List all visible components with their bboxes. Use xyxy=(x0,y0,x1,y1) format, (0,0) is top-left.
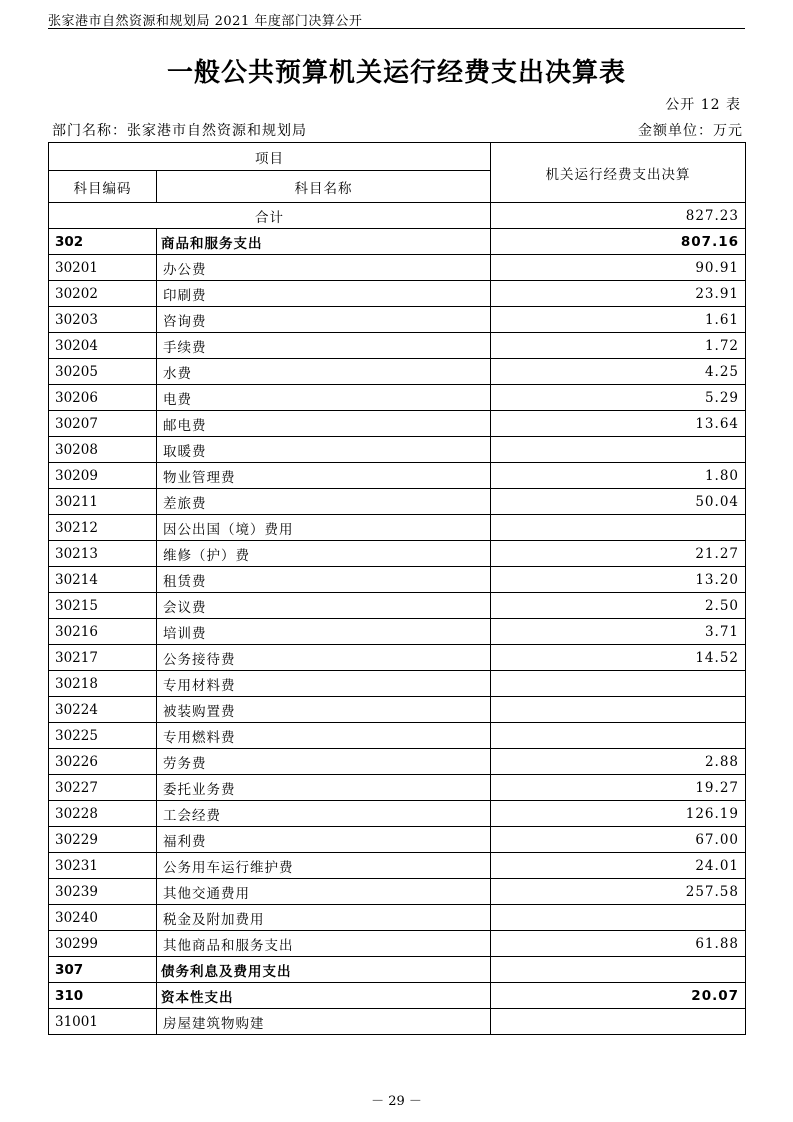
row-name: 福利费 xyxy=(157,827,491,853)
row-name: 手续费 xyxy=(157,333,491,359)
row-name: 委托业务费 xyxy=(157,775,491,801)
table-row xyxy=(49,1009,746,1035)
row-code: 310 xyxy=(49,983,157,1009)
table-row xyxy=(49,879,746,905)
row-code: 30228 xyxy=(49,801,157,827)
row-amount: 90.91 xyxy=(491,255,746,281)
column-header-amount: 机关运行经费支出决算 xyxy=(491,143,746,203)
row-amount xyxy=(491,697,746,723)
row-amount xyxy=(491,905,746,931)
table-row xyxy=(49,931,746,957)
row-name: 办公费 xyxy=(157,255,491,281)
row-name: 印刷费 xyxy=(157,281,491,307)
row-amount: 126.19 xyxy=(491,801,746,827)
table-row xyxy=(49,541,746,567)
table-row xyxy=(49,489,746,515)
table-row xyxy=(49,229,746,255)
total-row xyxy=(49,203,746,229)
row-code: 30217 xyxy=(49,645,157,671)
row-code: 30227 xyxy=(49,775,157,801)
row-amount: 3.71 xyxy=(491,619,746,645)
row-code: 30213 xyxy=(49,541,157,567)
row-amount: 4.25 xyxy=(491,359,746,385)
expenditure-table xyxy=(48,142,746,1035)
row-code: 30216 xyxy=(49,619,157,645)
table-row xyxy=(49,801,746,827)
column-header-code: 科目编码 xyxy=(49,171,157,203)
row-code: 30209 xyxy=(49,463,157,489)
row-code: 30206 xyxy=(49,385,157,411)
row-code: 30211 xyxy=(49,489,157,515)
row-amount: 14.52 xyxy=(491,645,746,671)
row-code: 30299 xyxy=(49,931,157,957)
row-code: 30231 xyxy=(49,853,157,879)
total-amount: 827.23 xyxy=(491,203,746,229)
row-code: 30212 xyxy=(49,515,157,541)
row-name: 资本性支出 xyxy=(157,983,491,1009)
row-amount: 257.58 xyxy=(491,879,746,905)
row-code: 30215 xyxy=(49,593,157,619)
row-code: 30226 xyxy=(49,749,157,775)
department-name: 部门名称：张家港市自然资源和规划局 xyxy=(52,123,307,139)
row-code: 30207 xyxy=(49,411,157,437)
row-amount: 61.88 xyxy=(491,931,746,957)
row-amount: 2.88 xyxy=(491,749,746,775)
table-row xyxy=(49,983,746,1009)
table-row xyxy=(49,333,746,359)
row-amount: 19.27 xyxy=(491,775,746,801)
table-row xyxy=(49,359,746,385)
row-amount: 24.01 xyxy=(491,853,746,879)
amount-unit: 金额单位：万元 xyxy=(638,123,743,139)
table-row xyxy=(49,463,746,489)
table-row xyxy=(49,905,746,931)
row-amount: 5.29 xyxy=(491,385,746,411)
row-name: 税金及附加费用 xyxy=(157,905,491,931)
total-label: 合计 xyxy=(49,203,491,229)
row-amount xyxy=(491,1009,746,1035)
running-header: 张家港市自然资源和规划局 2021 年度部门决算公开 xyxy=(48,14,363,29)
row-code: 30224 xyxy=(49,697,157,723)
row-name: 差旅费 xyxy=(157,489,491,515)
row-amount: 807.16 xyxy=(491,229,746,255)
table-row xyxy=(49,411,746,437)
row-name: 公务接待费 xyxy=(157,645,491,671)
table-row xyxy=(49,749,746,775)
table-row xyxy=(49,255,746,281)
row-name: 专用材料费 xyxy=(157,671,491,697)
table-row xyxy=(49,671,746,697)
row-amount: 1.61 xyxy=(491,307,746,333)
row-name: 因公出国（境）费用 xyxy=(157,515,491,541)
row-code: 302 xyxy=(49,229,157,255)
table-row xyxy=(49,515,746,541)
row-name: 其他商品和服务支出 xyxy=(157,931,491,957)
row-code: 30208 xyxy=(49,437,157,463)
row-amount xyxy=(491,723,746,749)
row-code: 30218 xyxy=(49,671,157,697)
row-name: 债务利息及费用支出 xyxy=(157,957,491,983)
table-row xyxy=(49,385,746,411)
table-row xyxy=(49,307,746,333)
row-code: 307 xyxy=(49,957,157,983)
row-name: 邮电费 xyxy=(157,411,491,437)
table-row xyxy=(49,567,746,593)
table-number: 公开 12 表 xyxy=(665,97,741,113)
row-name: 物业管理费 xyxy=(157,463,491,489)
row-amount: 21.27 xyxy=(491,541,746,567)
row-code: 30203 xyxy=(49,307,157,333)
table-row xyxy=(49,645,746,671)
header-row-1 xyxy=(49,143,746,171)
row-amount: 2.50 xyxy=(491,593,746,619)
row-name: 咨询费 xyxy=(157,307,491,333)
row-name: 商品和服务支出 xyxy=(157,229,491,255)
row-name: 公务用车运行维护费 xyxy=(157,853,491,879)
row-name: 租赁费 xyxy=(157,567,491,593)
row-name: 专用燃料费 xyxy=(157,723,491,749)
row-amount: 67.00 xyxy=(491,827,746,853)
table-row xyxy=(49,697,746,723)
row-name: 其他交通费用 xyxy=(157,879,491,905)
row-name: 工会经费 xyxy=(157,801,491,827)
row-amount: 1.72 xyxy=(491,333,746,359)
table-row xyxy=(49,723,746,749)
row-code: 30229 xyxy=(49,827,157,853)
row-name: 维修（护）费 xyxy=(157,541,491,567)
row-name: 水费 xyxy=(157,359,491,385)
page-number: － 29 － xyxy=(371,1094,422,1109)
row-code: 30240 xyxy=(49,905,157,931)
table-row xyxy=(49,619,746,645)
row-name: 被装购置费 xyxy=(157,697,491,723)
row-code: 30202 xyxy=(49,281,157,307)
row-name: 取暖费 xyxy=(157,437,491,463)
table-row xyxy=(49,827,746,853)
table-row xyxy=(49,281,746,307)
row-amount xyxy=(491,515,746,541)
row-name: 房屋建筑物购建 xyxy=(157,1009,491,1035)
row-code: 30214 xyxy=(49,567,157,593)
row-amount: 1.80 xyxy=(491,463,746,489)
row-code: 30205 xyxy=(49,359,157,385)
table-row xyxy=(49,853,746,879)
table-row xyxy=(49,957,746,983)
row-amount: 23.91 xyxy=(491,281,746,307)
table-row xyxy=(49,593,746,619)
row-code: 30204 xyxy=(49,333,157,359)
row-name: 会议费 xyxy=(157,593,491,619)
row-name: 劳务费 xyxy=(157,749,491,775)
row-amount: 13.20 xyxy=(491,567,746,593)
row-code: 30239 xyxy=(49,879,157,905)
column-header-name: 科目名称 xyxy=(157,171,491,203)
table-row xyxy=(49,437,746,463)
row-name: 电费 xyxy=(157,385,491,411)
row-amount: 50.04 xyxy=(491,489,746,515)
row-amount xyxy=(491,671,746,697)
row-code: 30225 xyxy=(49,723,157,749)
row-amount: 20.07 xyxy=(491,983,746,1009)
row-code: 30201 xyxy=(49,255,157,281)
page-title: 一般公共预算机关运行经费支出决算表 xyxy=(166,58,626,88)
header-rule xyxy=(48,28,745,29)
row-name: 培训费 xyxy=(157,619,491,645)
column-header-project: 项目 xyxy=(49,143,491,171)
row-amount: 13.64 xyxy=(491,411,746,437)
row-code: 31001 xyxy=(49,1009,157,1035)
row-amount xyxy=(491,437,746,463)
table-row xyxy=(49,775,746,801)
row-amount xyxy=(491,957,746,983)
